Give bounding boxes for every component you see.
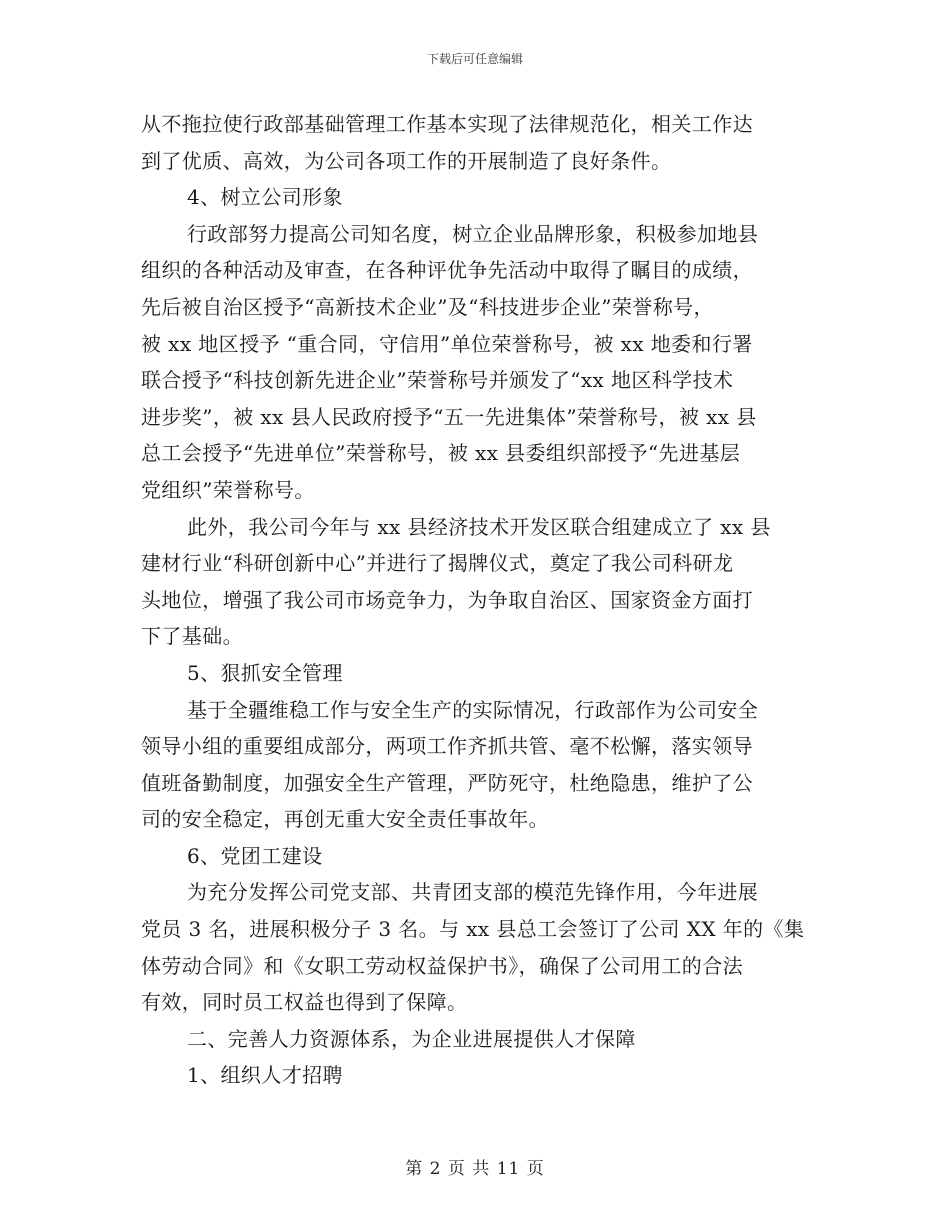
text-line: 领导小组的重要组成部分，两项工作齐抓共管、毫不松懈，落实领导 <box>141 734 753 759</box>
document-body <box>141 106 811 1094</box>
text-line: 值班备勤制度，加强安全生产管理，严防死守，杜绝隐患，维护了公 <box>141 770 753 795</box>
text-line: 头地位，增强了我公司市场竞争力，为争取自治区、国家资金方面打 <box>141 587 753 612</box>
section-heading: 4、树立公司形象 <box>187 185 343 210</box>
text-line: 先后被自治区授予“高新技术企业”及“科技进步企业”荣誉称号， <box>141 294 714 319</box>
text-line: 行政部努力提高公司知名度，树立企业品牌形象，积极参加地县 <box>187 221 759 246</box>
text-line: 下了基础。 <box>141 624 243 649</box>
text-line: 组织的各种活动及审查，在各种评优争先活动中取得了瞩目的成绩， <box>141 258 753 283</box>
section-heading: 1、组织人才招聘 <box>187 1063 343 1088</box>
text-line: 体劳动合同》和《女职工劳动权益保护书》，确保了公司用工的合法 <box>141 953 743 978</box>
text-line: 到了优质、高效，为公司各项工作的开展制造了良好条件。 <box>141 148 672 173</box>
text-line: 被 xx 地区授予 “重合同，守信用”单位荣誉称号，被 xx 地委和行署 <box>141 331 753 356</box>
text-line: 党组织”荣誉称号。 <box>141 477 315 502</box>
section-heading: 6、党团工建设 <box>187 843 323 868</box>
text-line: 此外，我公司今年与 xx 县经济技术开发区联合组建成立了 xx 县 <box>187 514 771 539</box>
section-heading: 二、完善人力资源体系，为企业进展提供人才保障 <box>187 1026 636 1051</box>
text-line: 党员 3 名，进展积极分子 3 名。与 xx 县总工会签订了公司 XX 年的《集 <box>141 917 805 942</box>
text-line: 司的安全稳定，再创无重大安全责任事故年。 <box>141 807 549 832</box>
text-line: 有效，同时员工权益也得到了保障。 <box>141 990 468 1015</box>
text-line: 为充分发挥公司党支部、共青团支部的模范先锋作用，今年进展 <box>187 880 759 905</box>
page-footer: 第 2 页 共 11 页 <box>405 1159 545 1179</box>
text-line: 基于全疆维稳工作与安全生产的实际情况，行政部作为公司安全 <box>187 697 759 722</box>
text-line: 进步奖”，被 xx 县人民政府授予“五一先进集体”荣誉称号，被 xx 县 <box>141 404 757 429</box>
section-heading: 5、狠抓安全管理 <box>187 660 343 685</box>
text-line: 建材行业“科研创新中心”并进行了揭牌仪式，奠定了我公司科研龙 <box>141 551 734 576</box>
text-line: 总工会授予“先进单位”荣誉称号，被 xx 县委组织部授予“先进基层 <box>141 441 741 466</box>
text-line: 联合授予“科技创新先进企业”荣誉称号并颁发了“xx 地区科学技术 <box>141 368 734 393</box>
text-line: 从不拖拉使行政部基础管理工作基本实现了法律规范化，相关工作达 <box>141 112 753 136</box>
page-header: 下载后可任意编辑 <box>426 52 523 66</box>
